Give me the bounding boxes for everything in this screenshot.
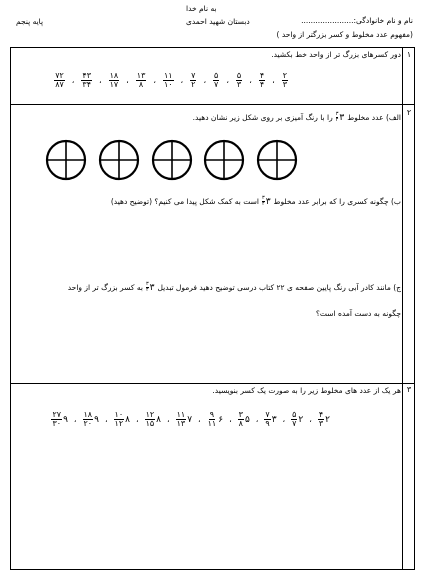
- denominator: ۹: [265, 419, 270, 428]
- comma-separator: ،: [126, 76, 129, 85]
- question-2c-text: ج) مانند کادر آبی رنگ پایین صفحه ی ۲۲ کتاب درسی توضیح دهید فرمول تبدیل ۳ $\frac{۳}{۴}$ به کسر بزرگ تر از واحد: [67, 281, 401, 293]
- denominator: ۱۱: [207, 419, 217, 428]
- whole-part: ۸: [125, 414, 130, 425]
- fraction-part: [176, 411, 187, 428]
- circle-shape[interactable]: [153, 141, 191, 179]
- comma-separator: ،: [180, 76, 184, 85]
- denominator: ۷: [292, 419, 297, 428]
- question-3-text: هر یک از عدد های مخلوط زیر را به صورت یک کسر بنویسید.: [212, 386, 401, 395]
- mixed-number: ۳ $\frac{۳}{۴}$: [335, 111, 345, 123]
- comma-separator: ،: [198, 415, 201, 424]
- numerator: ۱۱: [176, 410, 186, 419]
- fraction-part: [291, 411, 297, 428]
- mixed-number[interactable]: [145, 411, 161, 428]
- denominator: ۸: [138, 80, 144, 89]
- denominator: ۴: [259, 80, 265, 89]
- numerator: ۷: [265, 410, 270, 419]
- circles-figure: [44, 138, 300, 186]
- denominator: ۲: [191, 80, 196, 89]
- numerator: ۱۸: [109, 71, 119, 80]
- denominator: ۳: [318, 419, 324, 428]
- numerator: ۴: [259, 71, 265, 80]
- numerator: ۵: [236, 71, 242, 80]
- circle-shape[interactable]: [205, 141, 243, 179]
- fraction-part: [145, 411, 156, 428]
- denominator: ۳۴: [82, 80, 91, 89]
- topic-title: (مفهوم عدد مخلوط و کسر بزرگتر از واحد ): [276, 30, 413, 39]
- question-1-text: دور کسرهای بزرگ تر از واحد خط بکشید.: [271, 50, 401, 59]
- question-number: ۲: [406, 108, 412, 117]
- question-number: ۳: [406, 385, 412, 394]
- whole-part: ۶: [218, 414, 224, 425]
- mixed-number[interactable]: [114, 411, 130, 428]
- denominator: ۱۰: [163, 80, 173, 89]
- numerator: ۲: [282, 71, 287, 80]
- whole-part: ۲: [298, 414, 304, 425]
- numerator: ۱۰: [114, 410, 124, 419]
- family-name-field: نام و نام خانوادگی:......................: [301, 16, 413, 25]
- whole-part: ۵: [244, 414, 250, 425]
- question-2a-text: [193, 112, 401, 123]
- comma-separator: ،: [255, 415, 259, 424]
- fraction-part: [264, 411, 270, 428]
- comma-separator: ،: [282, 415, 286, 424]
- whole-part: ۲: [325, 414, 330, 425]
- numerator: ۵: [214, 71, 219, 80]
- mixed-number[interactable]: [83, 411, 99, 428]
- numerator: ۱۳: [136, 71, 146, 80]
- mixed-number: ۳ $\frac{۳}{۴}$: [262, 195, 271, 207]
- fraction-part: [83, 411, 94, 428]
- question-2c-line2: چگونه به دست آمده است؟: [315, 309, 401, 318]
- whole-part: ۹: [63, 414, 68, 425]
- denominator: ۸: [238, 419, 243, 428]
- bismillah: به نام خدا: [186, 4, 217, 13]
- comma-separator: ،: [71, 76, 75, 85]
- numerator: ۱۸: [83, 410, 93, 419]
- comma-separator: ،: [104, 415, 108, 424]
- circle-shape[interactable]: [100, 141, 138, 179]
- fraction-part: [51, 411, 62, 428]
- whole-part: ۳: [271, 414, 277, 425]
- q3-mixed-list: [51, 411, 330, 428]
- comma-separator: ،: [135, 415, 139, 424]
- numerator: ۷۲: [55, 71, 64, 80]
- mixed-number[interactable]: [291, 411, 303, 428]
- q2a-suffix: را با رنگ آمیزی بر روی شکل زیر نشان دهید.: [192, 112, 333, 122]
- numerator: ۷: [191, 71, 196, 80]
- numerator: ۲۷: [52, 410, 62, 419]
- number-column-divider: [402, 47, 403, 570]
- section-divider: [10, 383, 415, 384]
- denominator: ۱۲: [114, 419, 124, 428]
- numerator: ۱۲: [145, 410, 155, 419]
- denominator: ۳: [282, 80, 287, 89]
- denominator: ۷: [214, 80, 219, 89]
- fraction[interactable]: [136, 72, 147, 89]
- question-2b-text: ب) چگونه کسری را که برابر عدد مخلوط ۳ $\frac{۳}{۴}$ است به کمک شکل پیدا می کنیم؟ (توضیح دهید): [110, 195, 401, 207]
- fraction[interactable]: [81, 72, 92, 89]
- comma-separator: ،: [226, 76, 229, 85]
- whole-part: ۸: [156, 414, 161, 425]
- fraction[interactable]: [259, 72, 265, 89]
- fraction[interactable]: [163, 72, 174, 89]
- whole-part: ۹: [94, 414, 99, 425]
- school-name: دبستان شهید احمدی: [186, 17, 250, 26]
- denominator: ۱۳: [176, 419, 186, 428]
- q1-fraction-list: [54, 72, 288, 89]
- section-divider: [10, 104, 415, 105]
- question-number: ۱: [406, 50, 412, 59]
- mixed-number: ۳ $\frac{۳}{۴}$: [145, 281, 155, 293]
- numerator: ۹: [209, 410, 215, 419]
- denominator: ۱۷: [109, 80, 119, 89]
- comma-separator: ،: [272, 76, 275, 85]
- comma-separator: ،: [249, 76, 252, 85]
- fraction[interactable]: [109, 72, 120, 89]
- whole-part: ۷: [187, 414, 193, 425]
- comma-separator: ،: [309, 415, 312, 424]
- fraction-part: [114, 411, 125, 428]
- grade-label: پایه پنجم: [16, 17, 44, 26]
- fraction-part: [207, 411, 218, 428]
- fraction[interactable]: [236, 72, 242, 89]
- fraction[interactable]: [213, 72, 219, 89]
- denominator: ۲۰: [83, 419, 93, 428]
- numerator: ۵: [292, 410, 297, 419]
- fraction[interactable]: [282, 72, 288, 89]
- denominator: ۳۰: [52, 419, 62, 428]
- fraction[interactable]: [54, 72, 65, 89]
- fraction-part: [318, 411, 324, 428]
- mixed-number[interactable]: [51, 411, 67, 428]
- comma-separator: ،: [153, 76, 156, 85]
- mixed-number[interactable]: [318, 411, 330, 428]
- denominator: ۱۵: [145, 419, 155, 428]
- comma-separator: ،: [73, 415, 77, 424]
- q2a-prefix: الف) عدد مخلوط: [347, 112, 401, 122]
- mixed-number[interactable]: [238, 411, 250, 428]
- numerator: ۳: [238, 410, 243, 419]
- fraction-part: [238, 411, 244, 428]
- mixed-number[interactable]: [176, 411, 192, 428]
- comma-separator: ،: [203, 76, 207, 85]
- comma-separator: ،: [229, 415, 232, 424]
- comma-separator: ،: [98, 76, 102, 85]
- numerator: ۱۱: [163, 71, 173, 80]
- circle-shape[interactable]: [47, 141, 85, 179]
- fraction[interactable]: [190, 72, 196, 89]
- denominator: ۳: [236, 80, 242, 89]
- comma-separator: ،: [167, 415, 170, 424]
- mixed-number[interactable]: [264, 411, 276, 428]
- mixed-number[interactable]: [207, 411, 223, 428]
- numerator: ۴۳: [82, 71, 91, 80]
- denominator: ۸۷: [55, 80, 64, 89]
- circle-shape[interactable]: [258, 141, 296, 179]
- numerator: ۴: [318, 410, 324, 419]
